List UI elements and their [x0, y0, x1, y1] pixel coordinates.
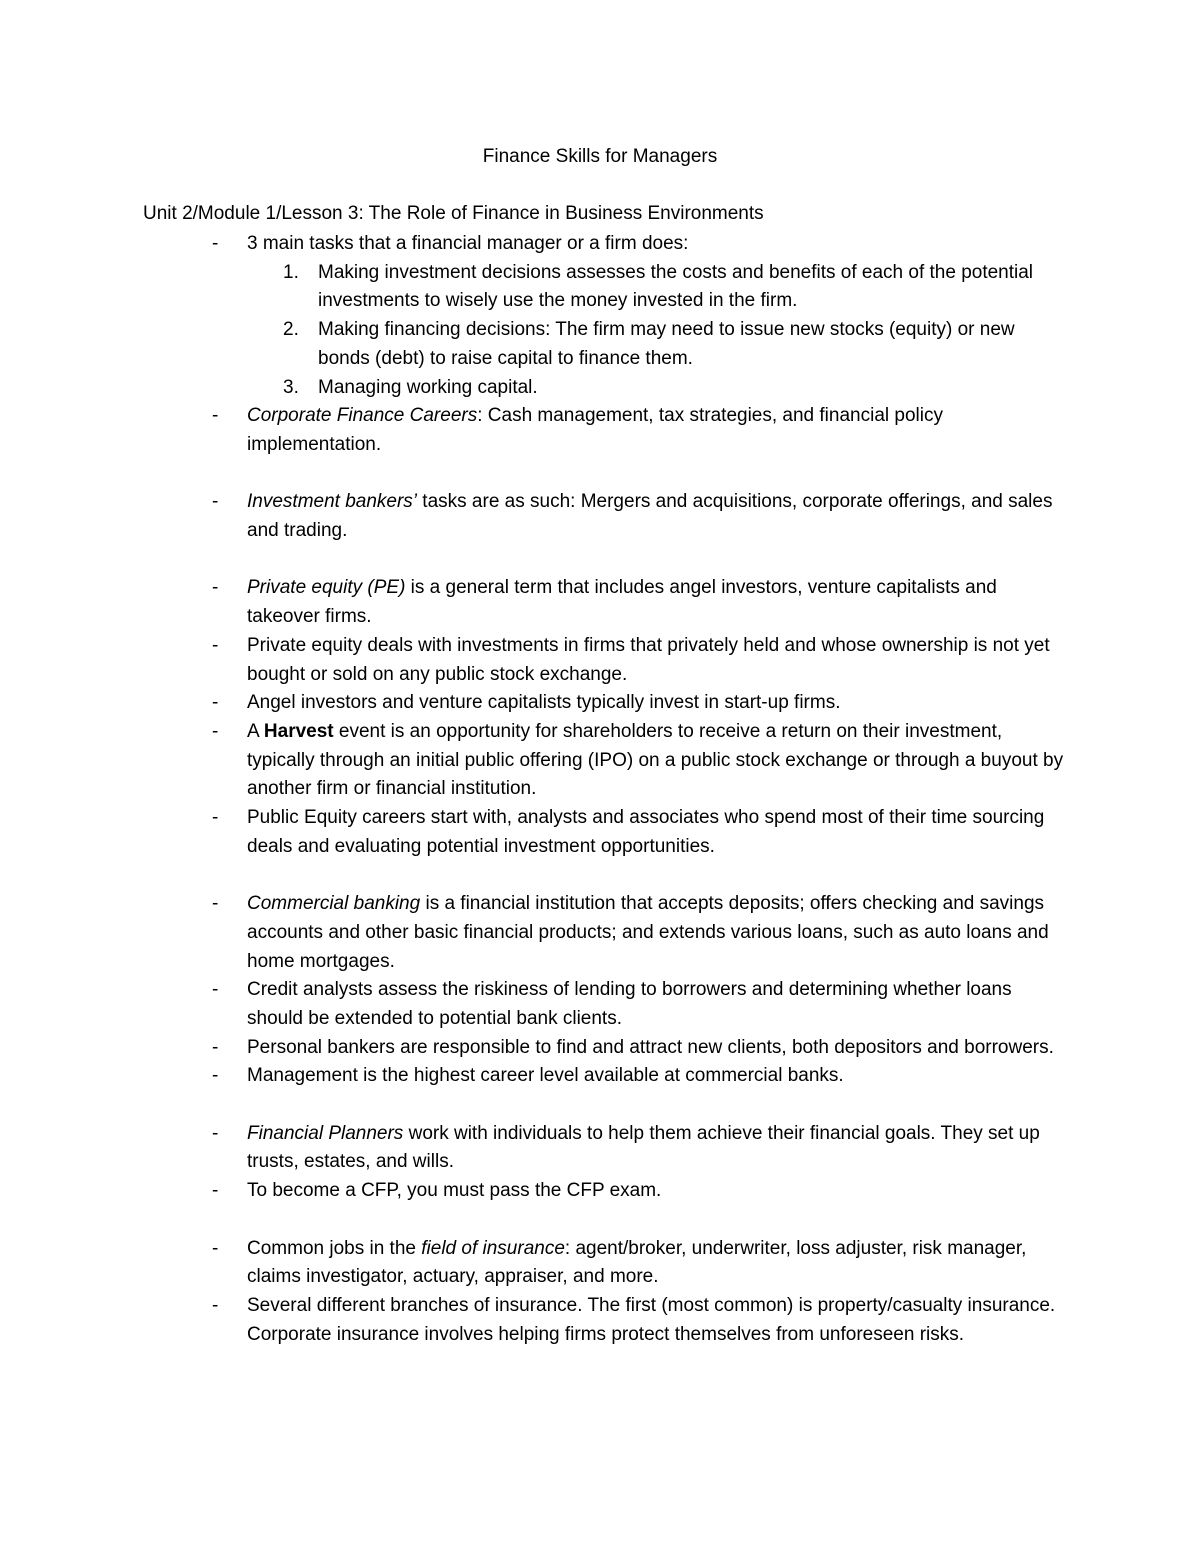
bullet-commercial-banking	[0, 890, 1067, 976]
dash-marker: -	[212, 1122, 219, 1144]
bullet-text: Angel investors and venture capitalists typically invest in start-up firms.	[247, 692, 841, 714]
dash-marker: -	[212, 692, 219, 714]
task-text: Making financing decisions: The firm may need to issue new stocks (equity) or new bonds (debt) to raise capital to finance them.	[318, 319, 1015, 369]
bullet-public-equity	[0, 804, 1067, 861]
bullet-text: Personal bankers are responsible to find and attract new clients, both depositors and borrowers.	[247, 1036, 1054, 1058]
dash-marker: -	[212, 634, 219, 656]
bullet-pe-deals	[0, 632, 1067, 689]
bullet-angel-investors	[0, 689, 1067, 718]
bullet-text: : Cash management, tax strategies, and financial policy implementation.	[247, 405, 943, 455]
dash-marker: -	[212, 405, 219, 427]
task-number: 1.	[283, 261, 299, 283]
bullet-cfp	[0, 1177, 1067, 1206]
bullet-insurance-branches	[0, 1292, 1067, 1349]
bullet-text: Management is the highest career level available at commercial banks.	[247, 1065, 844, 1087]
task-item	[247, 259, 1068, 316]
bullet-text: A	[247, 720, 264, 742]
notes-list	[0, 230, 1200, 1349]
dash-marker: -	[212, 893, 219, 915]
bullet-credit-analysts	[0, 976, 1067, 1033]
bullet-private-equity	[0, 574, 1067, 631]
bullet-text: tasks are as such: Mergers and acquisitions, corporate offerings, and sales and trading.	[247, 491, 1053, 542]
term-italic: Financial Planners	[247, 1122, 404, 1144]
term-italic: Investment bankers’	[247, 491, 418, 513]
term-italic: Private equity (PE)	[247, 577, 406, 599]
bullet-text: Credit analysts assess the riskiness of lending to borrowers and determining whether loans should be extended to potential bank clients.	[247, 979, 1012, 1029]
task-number: 3.	[283, 376, 299, 398]
bullet-investment-bankers	[0, 488, 1067, 545]
bullet-text: Public Equity careers start with, analysts and associates who spend most of their time sourcing deals and evaluating potential investment opportunities.	[247, 807, 1045, 857]
bullet-text: To become a CFP, you must pass the CFP exam.	[247, 1180, 662, 1202]
unit-heading: Unit 2/Module 1/Lesson 3: The Role of Finance in Business Environments	[143, 203, 764, 224]
dash-marker: -	[212, 233, 219, 254]
dash-marker: -	[212, 807, 219, 829]
task-number: 2.	[283, 319, 299, 341]
term-bold: Harvest	[263, 720, 334, 742]
dash-marker: -	[212, 1294, 219, 1316]
task-text: Managing working capital.	[318, 376, 538, 398]
bullet-text: Several different branches of insurance. The first (most common) is property/casualty insurance. Corporate insurance involves helping firms protect themselves from unforeseen risks.	[247, 1294, 1056, 1345]
term-italic: Commercial banking	[247, 893, 421, 915]
term-italic: field of insurance	[421, 1237, 565, 1259]
bullet-text: : agent/broker, underwriter, loss adjuster, risk manager, claims investigator, actuary, appraiser, and more.	[247, 1237, 1027, 1288]
dash-marker: -	[212, 1065, 219, 1087]
tasks-list	[247, 259, 1067, 403]
bullet-text: Private equity deals with investments in firms that privately held and whose ownership is not yet bought or sold on any public stock exchange.	[247, 634, 1050, 685]
dash-marker: -	[212, 720, 219, 742]
bullet-text: event is an opportunity for shareholders to receive a return on their investment, typically through an initial public offering (IPO) on a public stock exchange or through a buyout by another firm or financial institution.	[247, 720, 1064, 800]
task-item	[247, 374, 1068, 403]
bullet-management	[0, 1062, 1067, 1091]
bullet-text: is a financial institution that accepts deposits; offers checking and savings accounts and other basic financial products; and extends various loans, such as auto loans and home mortgages.	[247, 893, 1049, 972]
bullet-text: is a general term that includes angel investors, venture capitalists and takeover firms.	[247, 577, 997, 628]
bullet-text: Common jobs in the	[247, 1237, 422, 1259]
bullet-text: work with individuals to help them achieve their financial goals. They set up trusts, estates, and wills.	[247, 1122, 1040, 1173]
dash-marker: -	[212, 1237, 219, 1259]
dash-marker: -	[212, 491, 219, 513]
bullet-financial-planners	[0, 1120, 1067, 1177]
document-title: Finance Skills for Managers	[482, 146, 718, 167]
bullet-corporate-finance	[0, 402, 1067, 459]
term-italic: Corporate Finance Careers	[247, 405, 478, 427]
dash-marker: -	[212, 1180, 219, 1202]
bullet-personal-bankers	[0, 1034, 1067, 1063]
dash-marker: -	[212, 1036, 219, 1058]
task-item	[247, 316, 1068, 373]
bullet-text: 3 main tasks that a financial manager or a firm does:	[247, 233, 689, 254]
bullet-harvest	[0, 718, 1067, 804]
dash-marker: -	[212, 577, 219, 599]
bullet-insurance-jobs	[0, 1235, 1067, 1292]
task-text: Making investment decisions assesses the costs and benefits of each of the potential investments to wisely use the money invested in the firm.	[318, 261, 1034, 312]
dash-marker: -	[212, 979, 219, 1001]
bullet-main-tasks	[0, 230, 1067, 402]
